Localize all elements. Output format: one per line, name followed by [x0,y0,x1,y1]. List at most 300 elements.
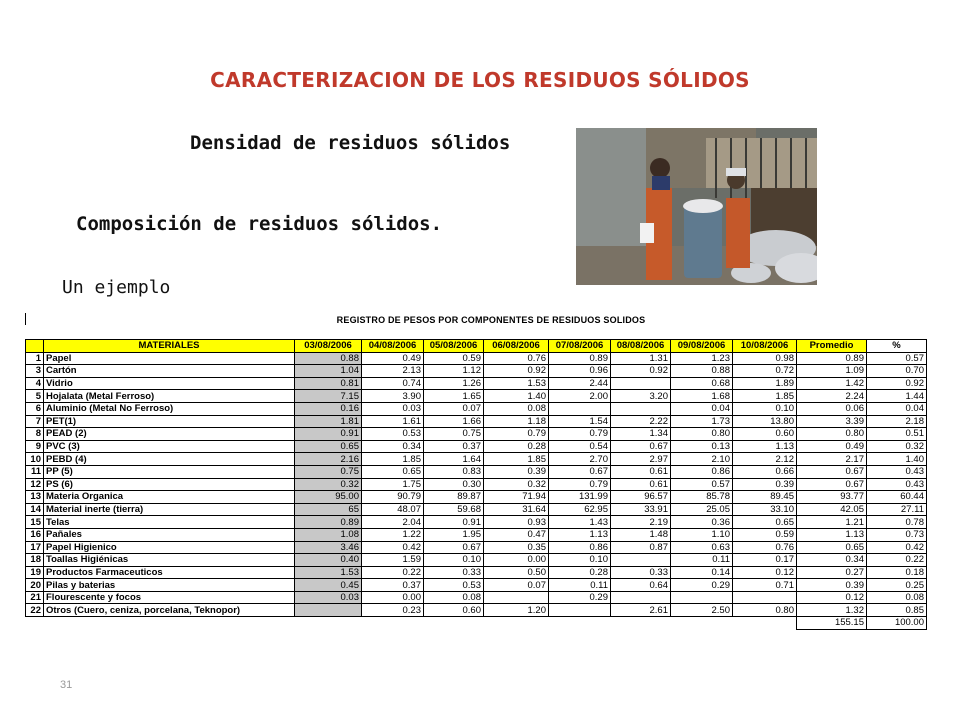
row-number: 12 [26,478,44,491]
weight-cell: 0.33 [611,566,671,579]
material-name: PEAD (2) [44,428,295,441]
row-number: 17 [26,541,44,554]
weight-cell: 1.61 [362,415,424,428]
percent-cell: 0.18 [867,566,927,579]
weight-cell: 0.75 [295,465,362,478]
weight-cell: 0.53 [362,428,424,441]
weight-cell: 1.53 [484,377,549,390]
weight-cell: 2.22 [611,415,671,428]
weight-cell: 0.39 [733,478,797,491]
promedio-cell: 0.49 [797,440,867,453]
row-number: 9 [26,440,44,453]
weight-cell: 0.93 [484,516,549,529]
promedio-cell: 3.39 [797,415,867,428]
totals-spacer [484,617,549,630]
table-row [26,491,927,504]
weight-cell: 1.89 [733,377,797,390]
weight-cell: 2.04 [362,516,424,529]
promedio-cell: 2.17 [797,453,867,466]
totals-spacer [26,617,44,630]
total-percent: 100.00 [867,617,927,630]
material-name: PS (6) [44,478,295,491]
weight-cell: 0.11 [671,554,733,567]
example-label: Un ejemplo [62,277,171,298]
weight-cell: 0.76 [733,541,797,554]
weight-cell: 0.96 [549,365,611,378]
weight-cell: 0.79 [484,428,549,441]
weight-cell: 0.04 [671,402,733,415]
weight-cell: 85.78 [671,491,733,504]
weight-cell: 0.07 [424,402,484,415]
weight-cell: 0.59 [424,352,484,365]
weight-cell: 0.33 [424,566,484,579]
weight-cell: 0.64 [611,579,671,592]
row-number: 3 [26,365,44,378]
weight-cell: 59.68 [424,503,484,516]
row-number: 14 [26,503,44,516]
table-row [26,465,927,478]
weight-cell: 1.68 [671,390,733,403]
weight-cell: 0.28 [484,440,549,453]
weight-cell: 0.59 [733,528,797,541]
promedio-cell: 1.42 [797,377,867,390]
weight-cell: 0.16 [295,402,362,415]
weight-cell: 33.91 [611,503,671,516]
promedio-cell: 1.32 [797,604,867,617]
promedio-cell: 0.12 [797,591,867,604]
promedio-cell: 0.39 [797,579,867,592]
weight-cell: 96.57 [611,491,671,504]
weight-cell: 0.14 [671,566,733,579]
table-header-row [26,340,927,353]
percent-cell: 0.51 [867,428,927,441]
weight-cell: 0.29 [671,579,733,592]
workers-photo [576,128,817,285]
weight-cell: 1.31 [611,352,671,365]
weight-cell: 1.26 [424,377,484,390]
weight-cell: 0.30 [424,478,484,491]
weight-cell: 0.08 [484,402,549,415]
weight-cell: 48.07 [362,503,424,516]
weight-cell: 1.48 [611,528,671,541]
weight-cell: 95.00 [295,491,362,504]
weight-cell: 2.16 [295,453,362,466]
weight-cell: 0.86 [671,465,733,478]
totals-spacer [295,617,362,630]
header-date: 10/08/2006 [733,340,797,353]
weight-cell: 7.15 [295,390,362,403]
weight-cell: 0.11 [549,579,611,592]
percent-cell: 1.44 [867,390,927,403]
weight-cell: 2.00 [549,390,611,403]
weight-cell: 0.10 [549,554,611,567]
row-number: 13 [26,491,44,504]
percent-cell: 0.85 [867,604,927,617]
material-name: Toallas Higiénicas [44,554,295,567]
totals-spacer [362,617,424,630]
weight-cell: 0.00 [484,554,549,567]
material-name: Pañales [44,528,295,541]
totals-spacer [671,617,733,630]
weight-cell: 1.40 [484,390,549,403]
weight-cell: 0.65 [733,516,797,529]
percent-cell: 1.40 [867,453,927,466]
weight-cell: 0.32 [295,478,362,491]
header-percent: % [867,340,927,353]
percent-cell: 0.25 [867,579,927,592]
promedio-cell: 0.80 [797,428,867,441]
weight-cell: 90.79 [362,491,424,504]
row-number: 7 [26,415,44,428]
percent-cell: 0.22 [867,554,927,567]
weight-cell: 0.08 [424,591,484,604]
weight-cell: 0.53 [424,579,484,592]
total-promedio: 155.15 [797,617,867,630]
weight-cell: 0.00 [362,591,424,604]
material-name: PP (5) [44,465,295,478]
material-name: PVC (3) [44,440,295,453]
weight-cell: 65 [295,503,362,516]
table-row [26,402,927,415]
promedio-cell: 0.34 [797,554,867,567]
weight-cell: 0.03 [295,591,362,604]
totals-row [26,617,927,630]
weight-cell: 0.49 [362,352,424,365]
weight-cell: 2.97 [611,453,671,466]
weight-cell: 0.61 [611,478,671,491]
weight-cell: 0.63 [671,541,733,554]
weight-cell: 2.50 [671,604,733,617]
weight-cell: 1.53 [295,566,362,579]
header-date: 06/08/2006 [484,340,549,353]
page-number: 31 [60,679,73,691]
register-title: REGISTRO DE PESOS POR COMPONENTES DE RESIDUOS SOLIDOS [336,315,646,325]
promedio-cell: 0.06 [797,402,867,415]
weight-cell: 0.10 [733,402,797,415]
promedio-cell: 0.67 [797,478,867,491]
promedio-cell: 1.21 [797,516,867,529]
weight-cell: 0.68 [671,377,733,390]
header-promedio: Promedio [797,340,867,353]
promedio-cell: 1.09 [797,365,867,378]
table-row [26,516,927,529]
header-date: 03/08/2006 [295,340,362,353]
weight-cell: 25.05 [671,503,733,516]
weight-cell: 0.39 [484,465,549,478]
percent-cell: 0.92 [867,377,927,390]
weight-cell: 0.47 [484,528,549,541]
percent-cell: 0.04 [867,402,927,415]
weight-cell [295,604,362,617]
weight-cell: 0.37 [362,579,424,592]
table-row [26,453,927,466]
row-number: 11 [26,465,44,478]
weight-cell: 0.71 [733,579,797,592]
header-date: 09/08/2006 [671,340,733,353]
weight-cell: 1.73 [671,415,733,428]
percent-cell: 0.08 [867,591,927,604]
weight-cell [611,377,671,390]
weight-cell: 0.67 [549,465,611,478]
weight-cell: 0.17 [733,554,797,567]
table-row [26,528,927,541]
material-name: PET(1) [44,415,295,428]
weight-cell: 0.29 [549,591,611,604]
material-name: Hojalata (Metal Ferroso) [44,390,295,403]
percent-cell: 27.11 [867,503,927,516]
weight-cell: 0.89 [295,516,362,529]
material-name: Otros (Cuero, ceniza, porcelana, Teknopor) [44,604,295,617]
weight-cell: 1.59 [362,554,424,567]
weight-cell: 1.85 [362,453,424,466]
table-row [26,591,927,604]
weight-cell: 0.03 [362,402,424,415]
weight-cell: 0.65 [295,440,362,453]
table-row [26,579,927,592]
weight-cell: 1.34 [611,428,671,441]
percent-cell: 0.57 [867,352,927,365]
percent-cell: 2.18 [867,415,927,428]
weight-cell: 31.64 [484,503,549,516]
totals-spacer [44,617,295,630]
percent-cell: 0.73 [867,528,927,541]
material-name: Telas [44,516,295,529]
table-row [26,352,927,365]
header-date: 08/08/2006 [611,340,671,353]
weight-cell: 0.81 [295,377,362,390]
row-number: 4 [26,377,44,390]
weight-cell: 1.85 [484,453,549,466]
weight-cell: 0.40 [295,554,362,567]
weight-cell: 89.45 [733,491,797,504]
weight-cell: 0.37 [424,440,484,453]
totals-spacer [733,617,797,630]
weight-cell: 0.92 [484,365,549,378]
weight-cell: 89.87 [424,491,484,504]
weight-cell: 0.83 [424,465,484,478]
weight-cell: 0.13 [671,440,733,453]
composition-subtitle: Composición de residuos sólidos. [76,213,443,235]
percent-cell: 0.70 [867,365,927,378]
weight-cell: 2.10 [671,453,733,466]
table-row [26,440,927,453]
row-number: 8 [26,428,44,441]
weight-cell: 1.43 [549,516,611,529]
density-subtitle: Densidad de residuos sólidos [190,132,511,154]
weight-cell: 131.99 [549,491,611,504]
weight-cell: 0.79 [549,428,611,441]
weight-cell: 1.20 [484,604,549,617]
weight-cell: 0.89 [549,352,611,365]
weight-cell [484,591,549,604]
weight-cell [611,554,671,567]
percent-cell: 0.43 [867,478,927,491]
material-name: Papel Higienico [44,541,295,554]
material-name: Aluminio (Metal No Ferroso) [44,402,295,415]
weight-cell [549,604,611,617]
weight-cell: 1.95 [424,528,484,541]
weight-cell [671,591,733,604]
weight-cell: 1.08 [295,528,362,541]
weight-cell [733,591,797,604]
weight-cell: 1.13 [549,528,611,541]
weight-cell: 0.45 [295,579,362,592]
weight-cell: 0.72 [733,365,797,378]
weight-cell: 0.92 [611,365,671,378]
weight-cell: 0.75 [424,428,484,441]
weight-cell: 0.88 [671,365,733,378]
percent-cell: 0.42 [867,541,927,554]
weight-cell: 0.91 [424,516,484,529]
percent-cell: 0.43 [867,465,927,478]
table-row [26,478,927,491]
weight-cell: 1.13 [733,440,797,453]
weight-cell: 0.60 [733,428,797,441]
header-materiales: MATERIALES [44,340,295,353]
weight-cell: 3.46 [295,541,362,554]
weight-cell: 0.79 [549,478,611,491]
weight-cell: 1.81 [295,415,362,428]
weight-cell: 33.10 [733,503,797,516]
header-date: 04/08/2006 [362,340,424,353]
weight-cell: 0.65 [362,465,424,478]
weight-cell: 0.76 [484,352,549,365]
percent-cell: 60.44 [867,491,927,504]
weight-cell: 71.94 [484,491,549,504]
weight-cell: 1.12 [424,365,484,378]
table-row [26,390,927,403]
weight-cell: 13.80 [733,415,797,428]
material-name: Cartón [44,365,295,378]
weight-cell: 1.04 [295,365,362,378]
promedio-cell: 0.65 [797,541,867,554]
row-number: 20 [26,579,44,592]
totals-spacer [424,617,484,630]
weight-cell: 1.85 [733,390,797,403]
weight-cell: 0.32 [484,478,549,491]
percent-cell: 0.32 [867,440,927,453]
weight-cell: 1.66 [424,415,484,428]
weight-cell: 0.80 [671,428,733,441]
weight-cell: 0.34 [362,440,424,453]
totals-spacer [549,617,611,630]
table-row [26,566,927,579]
table-row [26,428,927,441]
table-row [26,604,927,617]
promedio-cell: 0.67 [797,465,867,478]
weight-cell: 0.42 [362,541,424,554]
weight-cell: 0.66 [733,465,797,478]
row-number: 15 [26,516,44,529]
weight-cell: 2.44 [549,377,611,390]
promedio-cell: 0.27 [797,566,867,579]
weight-cell: 1.23 [671,352,733,365]
weight-cell: 3.20 [611,390,671,403]
weight-cell: 1.18 [484,415,549,428]
weight-cell: 1.22 [362,528,424,541]
promedio-cell: 0.89 [797,352,867,365]
weight-cell: 0.12 [733,566,797,579]
material-name: Papel [44,352,295,365]
weight-cell: 2.12 [733,453,797,466]
table-row [26,503,927,516]
weight-cell: 0.10 [424,554,484,567]
table-row [26,541,927,554]
material-name: Productos Farmaceuticos [44,566,295,579]
row-number: 21 [26,591,44,604]
table-row [26,365,927,378]
row-number: 6 [26,402,44,415]
material-name: Flourescente y focos [44,591,295,604]
promedio-cell: 93.77 [797,491,867,504]
weight-cell [549,402,611,415]
weight-cell: 0.60 [424,604,484,617]
weight-cell: 0.98 [733,352,797,365]
header-date: 05/08/2006 [424,340,484,353]
weight-cell: 3.90 [362,390,424,403]
weight-cell: 0.80 [733,604,797,617]
weight-cell: 0.54 [549,440,611,453]
header-date: 07/08/2006 [549,340,611,353]
slide-title: CARACTERIZACION DE LOS RESIDUOS SÓLIDOS [210,68,750,92]
material-name: Pilas y baterias [44,579,295,592]
weight-cell: 0.61 [611,465,671,478]
table-row [26,554,927,567]
weight-cell: 0.91 [295,428,362,441]
material-name: Vidrio [44,377,295,390]
weight-cell: 0.23 [362,604,424,617]
row-number: 5 [26,390,44,403]
weight-cell: 2.13 [362,365,424,378]
weight-cell: 2.70 [549,453,611,466]
weights-register [25,309,957,657]
weight-cell: 62.95 [549,503,611,516]
row-number: 10 [26,453,44,466]
weight-cell: 1.64 [424,453,484,466]
row-number: 18 [26,554,44,567]
row-number: 22 [26,604,44,617]
weight-cell: 0.35 [484,541,549,554]
weight-cell: 0.28 [549,566,611,579]
promedio-cell: 42.05 [797,503,867,516]
weight-cell: 0.07 [484,579,549,592]
header-index-cell [26,340,44,353]
weight-cell [611,402,671,415]
percent-cell: 0.78 [867,516,927,529]
material-name: PEBD (4) [44,453,295,466]
promedio-cell: 2.24 [797,390,867,403]
weight-cell: 0.67 [611,440,671,453]
weight-cell: 2.19 [611,516,671,529]
totals-spacer [611,617,671,630]
weight-cell: 0.22 [362,566,424,579]
weight-cell [611,591,671,604]
material-name: Materia Organica [44,491,295,504]
waste-components-table [25,339,927,630]
weight-cell: 2.61 [611,604,671,617]
weight-cell: 0.67 [424,541,484,554]
weight-cell: 1.54 [549,415,611,428]
weight-cell: 0.50 [484,566,549,579]
weight-cell: 1.75 [362,478,424,491]
weight-cell: 0.36 [671,516,733,529]
weight-cell: 0.86 [549,541,611,554]
material-name: Material inerte (tierra) [44,503,295,516]
row-number: 19 [26,566,44,579]
row-number: 16 [26,528,44,541]
table-row [26,377,927,390]
table-row [26,415,927,428]
